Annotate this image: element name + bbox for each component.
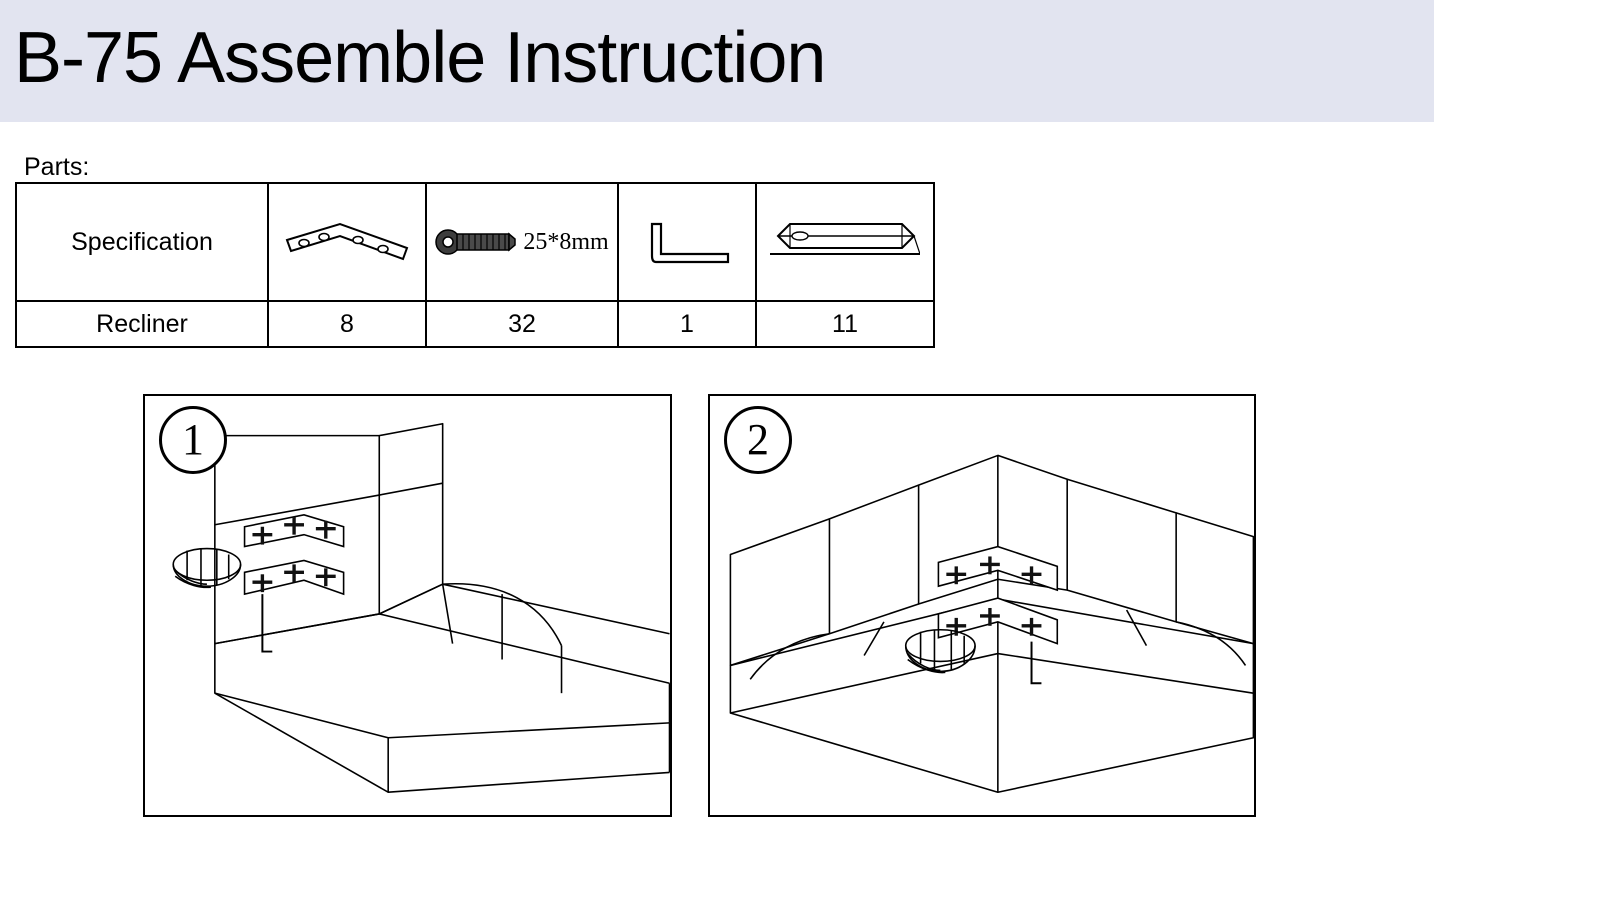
metal-bar-icon xyxy=(757,185,933,299)
specification-label: Specification xyxy=(71,227,213,256)
l-bracket-svg xyxy=(282,212,412,272)
allen-key-in-use xyxy=(1032,642,1042,684)
title-banner xyxy=(0,0,1434,122)
screw-icon-wrap xyxy=(427,185,617,299)
bar-qty: 11 xyxy=(832,309,858,338)
row-name-cell xyxy=(16,301,268,347)
screw-icon-cell xyxy=(426,183,618,301)
screw-size-label: 25*8mm xyxy=(523,228,609,255)
wrench-qty-cell xyxy=(618,301,756,347)
screw-qty-cell xyxy=(426,301,618,347)
step-2-panel xyxy=(708,394,1256,817)
parts-table xyxy=(15,182,935,348)
step-2-diagram xyxy=(710,396,1254,815)
metal-bar-svg xyxy=(770,214,920,270)
step-number-badge: 2 xyxy=(724,406,792,474)
coil-spring xyxy=(173,549,240,588)
bracket-qty-cell xyxy=(268,301,426,347)
screw-qty: 32 xyxy=(508,309,536,338)
bar-icon-cell xyxy=(756,183,934,301)
row-name: Recliner xyxy=(96,309,188,338)
step-number-badge: 1 xyxy=(159,406,227,474)
table-row xyxy=(16,301,934,347)
step-1-diagram xyxy=(145,396,670,815)
table-row-header xyxy=(16,183,934,301)
allen-key-in-use xyxy=(262,594,272,651)
parts-label: Parts: xyxy=(24,153,90,181)
l-bracket-icon xyxy=(269,185,425,299)
bar-qty-cell xyxy=(756,301,934,347)
allen-key-svg xyxy=(642,214,732,270)
allen-key-icon xyxy=(619,185,755,299)
page-title: B-75 Assemble Instruction xyxy=(14,18,826,98)
bracket-qty: 8 xyxy=(340,309,354,338)
bracket-icon-cell xyxy=(268,183,426,301)
screw-icon xyxy=(435,225,517,259)
wrench-qty: 1 xyxy=(680,309,694,338)
specification-header-cell xyxy=(16,183,268,301)
step-1-panel xyxy=(143,394,672,817)
wrench-icon-cell xyxy=(618,183,756,301)
